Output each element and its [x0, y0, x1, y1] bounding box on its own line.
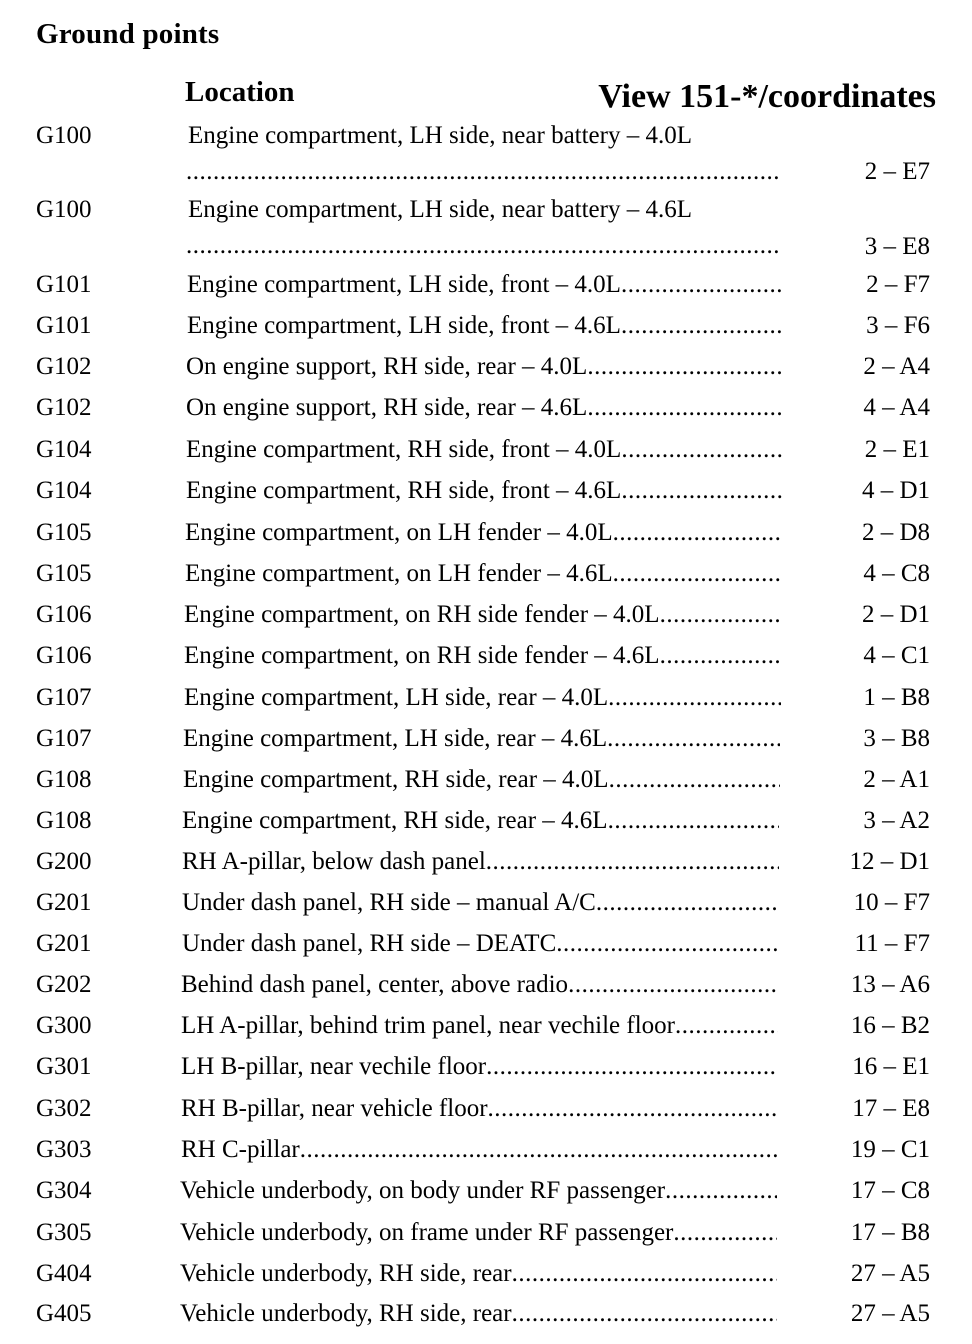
table-row: [0, 1300, 972, 1340]
table-row: [0, 312, 972, 352]
table-row: [0, 889, 972, 929]
location-text: Engine compartment, RH side, rear – 4.0L: [183, 766, 609, 793]
location-cell: [180, 1219, 777, 1247]
view-coordinates: 11 – F7: [854, 930, 930, 957]
location-text: On engine support, RH side, rear – 4.6L: [186, 394, 588, 421]
ground-id: G106: [36, 601, 92, 628]
ground-id: G104: [36, 477, 92, 504]
ground-id: G106: [36, 642, 92, 669]
ground-id: G108: [36, 807, 92, 834]
view-coordinates: 4 – C1: [863, 642, 930, 669]
location-cell: [180, 1300, 777, 1328]
ground-id: G200: [36, 848, 92, 875]
view-coordinates: 2 – E1: [864, 436, 930, 463]
view-coordinates: 4 – C8: [863, 560, 930, 587]
view-coordinates: 3 – B8: [863, 725, 930, 752]
table-row: [0, 1136, 972, 1176]
view-coordinates: 3 – F6: [866, 312, 930, 339]
location-cell: [184, 642, 781, 670]
location-cell: [188, 122, 785, 150]
view-coordinates: 19 – C1: [850, 1136, 930, 1163]
location-cell: [183, 725, 780, 753]
table-row: [0, 930, 972, 970]
table-row: [0, 766, 972, 806]
location-cell: [181, 1053, 778, 1081]
location-cell: [182, 848, 779, 876]
view-coordinates: 2 – A1: [863, 766, 930, 793]
location-cell: [185, 560, 782, 588]
location-text: Engine compartment, on RH side fender – 4.0L: [184, 601, 660, 628]
table-row: [0, 684, 972, 724]
location-text: On engine support, RH side, rear – 4.0L: [186, 353, 588, 380]
location-text: Engine compartment, on LH fender – 4.0L: [185, 519, 613, 546]
view-coordinates: 27 – A5: [850, 1300, 930, 1327]
ground-id: G102: [36, 353, 92, 380]
ground-id: G100: [36, 196, 92, 223]
location-cell: [187, 312, 784, 340]
location-cell: [181, 1095, 778, 1123]
location-text: Vehicle underbody, on frame under RF passenger: [180, 1219, 674, 1246]
view-coordinates: 2 – D1: [861, 601, 930, 628]
table-row: [0, 122, 972, 162]
view-coordinates: 17 – B8: [850, 1219, 930, 1246]
table-row: [0, 271, 972, 311]
view-coordinates: 16 – B2: [850, 1012, 930, 1039]
table-row: [0, 848, 972, 888]
table-row: [0, 642, 972, 682]
ground-id: G104: [36, 436, 92, 463]
page-title: Ground points: [36, 18, 220, 50]
ground-id: G301: [36, 1053, 92, 1080]
location-text: RH A-pillar, below dash panel: [182, 848, 486, 875]
location-cell: [183, 766, 780, 794]
table-row: [0, 394, 972, 434]
location-text: Engine compartment, LH side, front – 4.6L: [187, 312, 621, 339]
location-text: Engine compartment, on LH fender – 4.6L: [185, 560, 613, 587]
location-text: Engine compartment, LH side, rear – 4.6L: [183, 725, 608, 752]
view-coordinates: 13 – A6: [850, 971, 930, 998]
location-cell: [182, 889, 779, 917]
view-coordinates: 2 – D8: [861, 519, 930, 546]
view-coordinates: 1 – B8: [863, 684, 930, 711]
location-text: Behind dash panel, center, above radio: [181, 971, 569, 998]
view-coordinates: 17 – C8: [850, 1177, 930, 1204]
table-row: [0, 601, 972, 641]
table-row: [0, 1012, 972, 1052]
ground-id: G300: [36, 1012, 92, 1039]
location-cell: [180, 1260, 777, 1288]
ground-id: G201: [36, 930, 92, 957]
location-cell: [182, 807, 779, 835]
ground-id: G201: [36, 889, 92, 916]
table-row: [0, 1095, 972, 1135]
ground-id: G105: [36, 519, 92, 546]
location-cell: [181, 1012, 778, 1040]
ground-id: G101: [36, 271, 92, 298]
table-row: [0, 353, 972, 393]
location-cell: [188, 196, 785, 224]
table-row: [0, 971, 972, 1011]
location-cell: [184, 601, 781, 629]
table-row: [0, 477, 972, 517]
location-text: RH B-pillar, near vehicle floor: [181, 1095, 488, 1122]
view-coordinates: 3 – A2: [863, 807, 930, 834]
location-text: Under dash panel, RH side – manual A/C: [182, 889, 596, 916]
ground-id: G202: [36, 971, 92, 998]
ground-id: G102: [36, 394, 92, 421]
table-row: [0, 519, 972, 559]
location-text: Engine compartment, LH side, near battery – 4.6L: [188, 196, 693, 223]
location-cell: [185, 519, 782, 547]
table-row: [0, 436, 972, 476]
location-text: Vehicle underbody, RH side, rear: [180, 1300, 512, 1327]
location-text: LH A-pillar, behind trim panel, near vechile floor: [181, 1012, 675, 1039]
table-row: [0, 1053, 972, 1093]
column-header-location: Location: [185, 76, 295, 108]
location-cell: [181, 971, 778, 999]
view-coordinates: 16 – E1: [852, 1053, 930, 1080]
location-cell: [180, 1177, 777, 1205]
location-cell: [182, 930, 779, 958]
ground-id: G101: [36, 312, 92, 339]
ground-id: G405: [36, 1300, 92, 1327]
location-text: Engine compartment, LH side, rear – 4.0L: [184, 684, 609, 711]
location-text: Engine compartment, LH side, front – 4.0L: [187, 271, 621, 298]
table-row: [0, 725, 972, 765]
location-cell: [187, 271, 784, 299]
table-row: [0, 1177, 972, 1217]
ground-id: G107: [36, 725, 92, 752]
location-text: Engine compartment, RH side, rear – 4.6L: [182, 807, 608, 834]
table-row: [0, 196, 972, 236]
ground-id: G302: [36, 1095, 92, 1122]
view-coordinates: 3 – E8: [864, 233, 930, 260]
ground-id: G304: [36, 1177, 92, 1204]
ground-id: G107: [36, 684, 92, 711]
view-coordinates: 4 – A4: [863, 394, 930, 421]
table-row: [0, 560, 972, 600]
location-text: Vehicle underbody, RH side, rear: [180, 1260, 512, 1287]
location-cell: [184, 684, 781, 712]
location-cell: [186, 394, 783, 422]
ground-id: G108: [36, 766, 92, 793]
table-row: [0, 807, 972, 847]
location-text: Engine compartment, RH side, front – 4.0L: [186, 436, 622, 463]
location-text: Under dash panel, RH side – DEATC: [182, 930, 557, 957]
location-text: LH B-pillar, near vechile floor: [181, 1053, 487, 1080]
view-coordinates: 27 – A5: [850, 1260, 930, 1287]
table-row: [0, 1219, 972, 1259]
ground-id: G303: [36, 1136, 92, 1163]
ground-id: G105: [36, 560, 92, 587]
location-cell: [181, 1136, 778, 1164]
ground-id: G305: [36, 1219, 92, 1246]
location-text: Engine compartment, RH side, front – 4.6L: [186, 477, 622, 504]
location-text: Vehicle underbody, on body under RF passenger: [180, 1177, 666, 1204]
location-text: RH C-pillar: [181, 1136, 300, 1163]
location-text: Engine compartment, on RH side fender – 4.6L: [184, 642, 660, 669]
column-header-view-coordinates: View 151-*/coordinates: [598, 78, 936, 115]
view-coordinates: 2 – E7: [864, 158, 930, 185]
view-coordinates: 4 – D1: [861, 477, 930, 504]
location-cell: [186, 477, 783, 505]
ground-id: G404: [36, 1260, 92, 1287]
table-row-view: [0, 158, 972, 198]
table-row-view: [0, 233, 972, 273]
view-coordinates: 2 – A4: [863, 353, 930, 380]
view-coordinates: 12 – D1: [849, 848, 930, 875]
location-cell: [186, 436, 783, 464]
view-coordinates: 2 – F7: [866, 271, 930, 298]
view-coordinates: 17 – E8: [852, 1095, 930, 1122]
location-text: Engine compartment, LH side, near battery – 4.0L: [188, 122, 693, 149]
table-row: [0, 1260, 972, 1300]
location-cell: [186, 353, 783, 381]
view-coordinates: 10 – F7: [853, 889, 930, 916]
ground-id: G100: [36, 122, 92, 149]
